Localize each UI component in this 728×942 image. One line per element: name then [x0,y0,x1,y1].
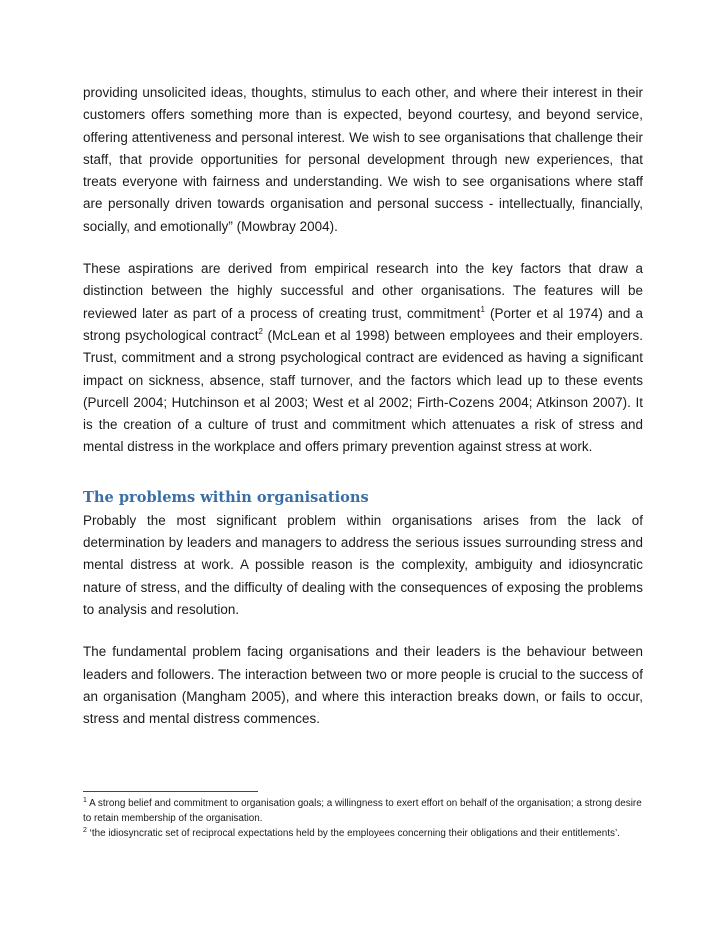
paragraph-1: providing unsolicited ideas, thoughts, stimulus to each other, and where their interest in their customers offers something more than is expected, beyond courtesy, and beyond service, offering attentiveness and personal interest. We wish to see organisations that challenge their staff, that provide opportunities for personal development through new experiences, that treats everyone with fairness and understanding. We wish to see organisations where staff are personally driven towards organisation and personal success - intellectually, financially, socially, and emotionally” (Mowbray 2004). [83,85,643,234]
paragraph-2-text-a: These aspirations are derived from empirical research into the key factors that draw a distinction between the highly successful and other organisations. The features will be reviewed later as part of a process of creating trust, commitment [83,261,643,321]
paragraph-4: The fundamental problem facing organisations and their leaders is the behaviour between leaders and followers. The interaction between two or more people is crucial to the success of an organisation (Mangham 2005), and where this interaction breaks down, or fails to occur, stress and mental distress commences. [83,644,643,727]
paragraph-2-text-c: (McLean et al 1998) between employees and their employers. Trust, commitment and a strong psychological contract are evidenced as having a significant impact on sickness, absence, staff turnover, and the factors which lead up to these events (Purcell 2004; Hutchinson et al 2003; West et al 2002; Firth-Cozens 2004; Atkinson 2007). It is the creation of a culture of trust and commitment which attenuates a risk of stress and mental distress in the workplace and offers primary prevention against stress at work. [83,327,643,455]
footnote-1-mark: 1 [83,797,87,804]
footnote-2 [83,826,643,841]
footnote-2-text: ‘the idiosyncratic set of reciprocal expectations held by the employees concerning their obligations and their entitlements’. [86,828,620,839]
paragraph-2 [83,258,643,459]
footnote-1-text: A strong belief and commitment to organisation goals; a willingness to exert effort on behalf of the organisation; a strong desire to retain membership of the organisation. [83,798,642,824]
footnote-1 [83,796,643,826]
footnote-divider [83,791,258,792]
footnote-2-mark: 2 [83,827,87,834]
footnotes [83,796,643,841]
paragraph-3: Probably the most significant problem within organisations arises from the lack of determination by leaders and managers to address the serious issues surrounding stress and mental distress at work. A possible reason is the complexity, ambiguity and idiosyncratic nature of stress, and the difficulty of dealing with the consequences of exposing the problems to analysis and resolution. [83,512,643,617]
footnote-ref-1: 1 [480,304,485,314]
footnote-ref-2: 2 [258,326,264,336]
document-body [83,82,643,730]
paragraph-2-text-b: (Porter et al 1974) and a strong psychological contract [83,305,643,343]
section-heading: The problems within organisations [83,488,369,506]
